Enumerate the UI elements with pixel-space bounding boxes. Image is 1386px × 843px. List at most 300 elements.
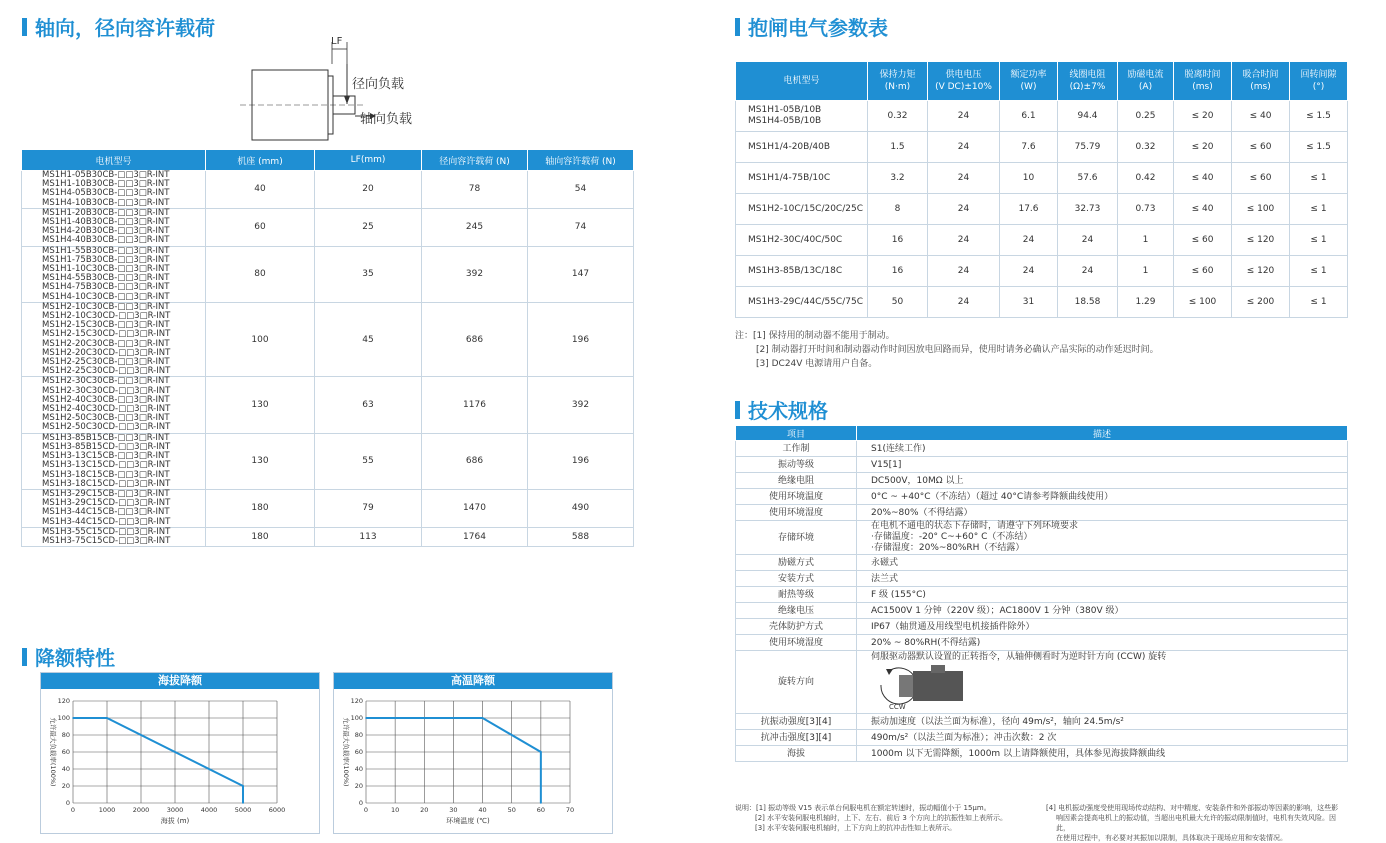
model-list [22, 208, 206, 246]
brake-value: 0.42 [1118, 163, 1174, 194]
cell-radial: 686 [422, 302, 528, 377]
table-row [736, 256, 1348, 287]
title-bar [735, 18, 740, 36]
y-tick-label: 20 [354, 782, 363, 790]
brake-value: 24 [928, 287, 1000, 318]
table-row [736, 571, 1348, 587]
brake-value: 3.2 [868, 163, 928, 194]
cell-axial: 588 [528, 527, 634, 546]
model-list [22, 489, 206, 527]
desc-line: 法兰式 [871, 573, 899, 584]
brake-title: 抱闸电气参数表 [748, 16, 888, 40]
y-tick-label: 80 [61, 731, 70, 739]
table-row [22, 302, 634, 377]
brake-header [1000, 62, 1058, 101]
brake-note: 注：[1] 保持用的制动器不能用于制动。 [735, 331, 895, 341]
header-line: 电机型号 [783, 76, 820, 86]
title-bar [735, 401, 740, 419]
model-list [22, 302, 206, 377]
spec-item: 励磁方式 [736, 555, 857, 571]
spec-desc [857, 457, 1348, 473]
table-row [736, 555, 1348, 571]
cell-axial: 74 [528, 208, 634, 246]
altitude-chart [40, 672, 320, 834]
brake-header [1058, 62, 1118, 101]
model-name: MS1H4-75B30CB-□□3□R-INT [42, 282, 170, 293]
cell-lf: 63 [315, 377, 422, 433]
y-tick-label: 100 [350, 714, 363, 722]
axial-title: 轴向，径向容许载荷 [35, 16, 215, 40]
data-point [72, 717, 74, 719]
x-tick-label: 30 [449, 806, 458, 814]
data-point [106, 717, 108, 719]
cell-lf: 25 [315, 208, 422, 246]
cell-axial: 54 [528, 171, 634, 209]
spec-desc [857, 651, 1348, 714]
brake-header [928, 62, 1000, 101]
brake-value: ≤ 120 [1232, 225, 1290, 256]
model-name: MS1H2-10C30CB-□□3□R-INT [42, 301, 170, 312]
spec-desc [857, 521, 1348, 555]
y-tick-label: 20 [61, 782, 70, 790]
section-title-derating [22, 642, 115, 671]
table-row [736, 635, 1348, 651]
motor-ccw-figure [871, 663, 1347, 711]
spec-note: [2] 水平安装伺服电机轴时，上下、左右、前后 3 个方向上的抗振性如上表所示。 [755, 814, 1008, 822]
model-name: MS1H4-05B/10B [748, 116, 822, 126]
brake-value: ≤ 40 [1232, 101, 1290, 132]
axial-header: 电机型号 [22, 150, 206, 171]
title-bar [22, 648, 27, 666]
header-line: (Ω)±7% [1069, 82, 1106, 92]
y-tick-label: 60 [354, 748, 363, 756]
header-line: 脱离时间 [1184, 70, 1221, 80]
brake-value: 24 [928, 132, 1000, 163]
table-row [22, 527, 634, 546]
spec-item: 绝缘电阻 [736, 473, 857, 489]
y-tick-label: 60 [61, 748, 70, 756]
brake-value: ≤ 1 [1290, 287, 1348, 318]
spec-desc [857, 603, 1348, 619]
desc-line: 1000m 以下无需降额，1000m 以上请降额使用，具体参见海拔降额曲线 [871, 748, 1166, 759]
model-list [22, 246, 206, 302]
y-tick-label: 40 [354, 765, 363, 773]
spec-item: 抗冲击强度[3][4] [736, 730, 857, 746]
header-line: (V DC)±10% [935, 82, 992, 92]
header-line: 线圈电阻 [1069, 70, 1106, 80]
cell-frame: 130 [206, 377, 315, 433]
y-axis-label: 允许最大负载率(100%) [342, 717, 350, 787]
spec-desc [857, 505, 1348, 521]
brake-value: ≤ 60 [1232, 163, 1290, 194]
model-name: MS1H3-29C/44C/55C/75C [748, 296, 863, 307]
model-name: MS1H2-25C30CD-□□3□R-INT [42, 366, 171, 377]
model-list [22, 433, 206, 489]
table-row [736, 505, 1348, 521]
x-tick-label: 5000 [234, 806, 252, 814]
brake-value: 1.29 [1118, 287, 1174, 318]
x-tick-label: 70 [565, 806, 575, 814]
table-row [736, 132, 1348, 163]
brake-value: ≤ 1 [1290, 256, 1348, 287]
spec-note: 说明：[1] 振动等级 V15 表示单台伺服电机在额定转速时，振动幅值小于 15μm。 [735, 804, 991, 812]
model-name: MS1H3-18C15CB-□□3□R-INT [42, 469, 170, 480]
spec-desc [857, 619, 1348, 635]
brake-model [736, 163, 868, 194]
brake-value: 24 [928, 194, 1000, 225]
spec-desc [857, 489, 1348, 505]
header-line: 供电电压 [945, 70, 982, 80]
y-tick-label: 80 [354, 731, 363, 739]
brake-value: ≤ 40 [1174, 194, 1232, 225]
spec-note: [3] 水平安装伺服电机轴时，上下方向上的抗冲击性如上表所示。 [755, 824, 957, 832]
table-row [736, 651, 1348, 714]
spec-item: 工作制 [736, 441, 857, 457]
brake-header [736, 62, 868, 101]
model-name: MS1H2-15C30CD-□□3□R-INT [42, 329, 171, 340]
brake-value: 24 [1058, 256, 1118, 287]
cell-radial: 686 [422, 433, 528, 489]
spec-notes-left [735, 803, 1035, 833]
spec-header-item: 项目 [736, 426, 857, 441]
brake-value: ≤ 20 [1174, 101, 1232, 132]
table-row [736, 730, 1348, 746]
model-name: MS1H3-85B/13C/18C [748, 265, 843, 276]
y-axis-label: 允许最大负载率(100%) [49, 717, 57, 787]
model-name: MS1H2-50C30CD-□□3□R-INT [42, 422, 171, 433]
spec-item: 绝缘电压 [736, 603, 857, 619]
y-tick-label: 0 [65, 799, 70, 807]
desc-line: V15[1] [871, 459, 902, 470]
table-row [736, 473, 1348, 489]
brake-value: 0.25 [1118, 101, 1174, 132]
model-name: MS1H3-13C15CB-□□3□R-INT [42, 451, 170, 462]
spec-item: 抗振动强度[3][4] [736, 714, 857, 730]
section-title-brake [735, 12, 888, 41]
brake-model [736, 132, 868, 163]
brake-value: 24 [928, 225, 1000, 256]
brake-value: 24 [1000, 225, 1058, 256]
model-name: MS1H3-44C15CD-□□3□R-INT [42, 516, 171, 527]
table-row [736, 714, 1348, 730]
x-tick-label: 10 [391, 806, 400, 814]
table-row [736, 287, 1348, 318]
model-name: MS1H4-55B30CB-□□3□R-INT [42, 273, 170, 284]
brake-value: 8 [868, 194, 928, 225]
header-line: 励磁电流 [1127, 70, 1164, 80]
section-title-spec [735, 395, 828, 424]
spec-title: 技术规格 [748, 399, 828, 423]
spec-item: 存储环境 [736, 521, 857, 555]
desc-line: 振动加速度（以法兰面为标准），径向 49m/s²，轴向 24.5m/s² [871, 716, 1124, 727]
table-row [736, 619, 1348, 635]
spec-item: 壳体防护方式 [736, 619, 857, 635]
brake-notes [735, 329, 1159, 371]
model-name: MS1H2-30C/40C/50C [748, 234, 843, 245]
cell-axial: 196 [528, 302, 634, 377]
brake-value: 0.73 [1118, 194, 1174, 225]
brake-header [1290, 62, 1348, 101]
brake-value: ≤ 1.5 [1290, 132, 1348, 163]
brake-value: ≤ 1 [1290, 194, 1348, 225]
brake-value: 18.58 [1058, 287, 1118, 318]
cell-frame: 130 [206, 433, 315, 489]
y-tick-label: 120 [350, 697, 363, 705]
table-row [736, 746, 1348, 762]
cell-radial: 1470 [422, 489, 528, 527]
desc-line: IP67（轴贯通及用线型电机接插件除外） [871, 621, 1035, 632]
model-name: MS1H4-10C30CB-□□3□R-INT [42, 291, 170, 302]
table-row [736, 101, 1348, 132]
cell-axial: 147 [528, 246, 634, 302]
axial-header: LF(mm) [315, 150, 422, 171]
spec-item: 使用环境湿度 [736, 635, 857, 651]
model-name: MS1H3-55C15CD-□□3□R-INT [42, 526, 171, 537]
desc-line: F 级 (155°C) [871, 589, 926, 600]
cell-axial: 196 [528, 433, 634, 489]
x-tick-label: 6000 [268, 806, 286, 814]
diagram-radial-label: 径向负载 [352, 77, 405, 92]
brake-value: 24 [928, 101, 1000, 132]
model-name: MS1H2-40C30CD-□□3□R-INT [42, 404, 171, 415]
model-name: MS1H3-29C15CB-□□3□R-INT [42, 488, 170, 499]
desc-line: 伺服驱动器默认设置的正转指令，从轴伸侧看时为逆时针方向 (CCW) 旋转 [871, 652, 1167, 662]
model-name: MS1H3-29C15CD-□□3□R-INT [42, 498, 171, 509]
cell-frame: 180 [206, 527, 315, 546]
brake-note: [2] 制动器打开时间和制动器动作时间因放电回路而异，使用时请务必确认产品实际的动作延迟时间。 [756, 345, 1159, 355]
model-name: MS1H1/4-20B/40B [748, 141, 830, 152]
spec-item: 安装方式 [736, 571, 857, 587]
model-list [22, 527, 206, 546]
brake-value: ≤ 1.5 [1290, 101, 1348, 132]
table-row [736, 489, 1348, 505]
spec-desc [857, 635, 1348, 651]
y-tick-label: 0 [358, 799, 363, 807]
temperature-chart-svg [334, 689, 612, 833]
cell-lf: 20 [315, 171, 422, 209]
brake-value: 16 [868, 256, 928, 287]
spec-note: [4] 电机振动强度受使用现场传动结构、对中精度、安装条件和外部振动等因素的影响，这些影 [1046, 804, 1339, 812]
brake-value: 94.4 [1058, 101, 1118, 132]
axial-header: 径向容许载荷 (N) [422, 150, 528, 171]
brake-header [868, 62, 928, 101]
brake-model [736, 101, 868, 132]
brake-model [736, 194, 868, 225]
header-line: (ms) [1250, 82, 1271, 92]
brake-value: 24 [928, 163, 1000, 194]
model-list [22, 171, 206, 209]
model-name: MS1H2-20C30CB-□□3□R-INT [42, 338, 170, 349]
header-line: (W) [1020, 82, 1037, 92]
spec-desc [857, 714, 1348, 730]
desc-line: S1(连续工作) [871, 443, 926, 454]
x-tick-label: 3000 [166, 806, 184, 814]
diagram-lf-label: LF [331, 36, 343, 47]
desc-line: ·存储湿度：20%~80%RH（不结露） [871, 543, 1025, 553]
x-tick-label: 4000 [200, 806, 218, 814]
table-row [736, 521, 1348, 555]
model-name: MS1H4-40B30CB-□□3□R-INT [42, 235, 170, 246]
desc-line: 在电机不通电的状态下存储时，请遵守下列环境要求 [871, 521, 1079, 531]
brake-value: 31 [1000, 287, 1058, 318]
table-row [736, 441, 1348, 457]
desc-line: ·存储温度：-20° C~+60° C（不冻结） [871, 532, 1033, 542]
spec-item: 振动等级 [736, 457, 857, 473]
model-name: MS1H1-10C30CB-□□3□R-INT [42, 264, 170, 275]
x-tick-label: 0 [70, 806, 76, 814]
model-name: MS1H2-15C30CB-□□3□R-INT [42, 320, 170, 331]
header-line: (N·m) [884, 82, 911, 92]
table-row [22, 377, 634, 433]
header-line: 保持力矩 [879, 70, 916, 80]
brake-value: 17.6 [1000, 194, 1058, 225]
cell-radial: 1176 [422, 377, 528, 433]
brake-value: ≤ 200 [1232, 287, 1290, 318]
brake-value: ≤ 1 [1290, 163, 1348, 194]
axial-header: 轴向容许载荷 (N) [528, 150, 634, 171]
axial-load-table [21, 149, 634, 547]
table-row [736, 225, 1348, 256]
brake-value: 0.32 [868, 101, 928, 132]
data-point [540, 802, 542, 804]
cell-frame: 40 [206, 171, 315, 209]
brake-value: ≤ 100 [1232, 194, 1290, 225]
brake-value: ≤ 100 [1174, 287, 1232, 318]
model-name: MS1H3-18C15CD-□□3□R-INT [42, 478, 171, 489]
brake-value: 24 [1058, 225, 1118, 256]
axial-header: 机座 (mm) [206, 150, 315, 171]
brake-value: 10 [1000, 163, 1058, 194]
cell-frame: 100 [206, 302, 315, 377]
header-line: 回转间隙 [1300, 70, 1337, 80]
brake-value: ≤ 60 [1232, 132, 1290, 163]
data-point [242, 802, 244, 804]
model-name: MS1H4-10B30CB-□□3□R-INT [42, 197, 170, 208]
desc-line: 永磁式 [871, 557, 899, 568]
desc-line: 0°C ~ +40°C（不冻结）（超过 40°C请参考降额曲线使用） [871, 491, 1114, 502]
table-row [22, 171, 634, 209]
cell-lf: 45 [315, 302, 422, 377]
x-axis-label: 环境温度 (℃) [446, 817, 490, 825]
model-name: MS1H2-20C30CD-□□3□R-INT [42, 347, 171, 358]
cell-lf: 113 [315, 527, 422, 546]
brake-note: [3] DC24V 电源请用户自备。 [756, 359, 878, 369]
diagram-axial-label: 轴向负载 [360, 112, 413, 127]
cell-radial: 1764 [422, 527, 528, 546]
header-line: (°) [1312, 82, 1325, 92]
model-name: MS1H4-20B30CB-□□3□R-INT [42, 226, 170, 237]
table-row [22, 246, 634, 302]
x-tick-label: 50 [507, 806, 516, 814]
table-row [736, 587, 1348, 603]
model-name: MS1H2-50C30CB-□□3□R-INT [42, 413, 170, 424]
model-name: MS1H1-05B/10B [748, 105, 822, 115]
spec-desc [857, 441, 1348, 457]
cell-frame: 60 [206, 208, 315, 246]
table-row [736, 163, 1348, 194]
brake-table [735, 61, 1348, 318]
brake-value: 1.5 [868, 132, 928, 163]
brake-value: ≤ 60 [1174, 225, 1232, 256]
section-title-axial [22, 12, 215, 41]
model-name: MS1H3-85B15CB-□□3□R-INT [42, 432, 170, 443]
data-point [242, 785, 244, 787]
model-name: MS1H1/4-75B/10C [748, 172, 831, 183]
spec-item: 耐热等级 [736, 587, 857, 603]
spec-item: 使用环境湿度 [736, 505, 857, 521]
brake-value: ≤ 20 [1174, 132, 1232, 163]
brake-model [736, 256, 868, 287]
cell-frame: 80 [206, 246, 315, 302]
x-tick-label: 60 [536, 806, 545, 814]
table-row [736, 457, 1348, 473]
data-point [365, 717, 367, 719]
spec-header-desc: 描述 [857, 426, 1348, 441]
ccw-label: CCW [889, 703, 906, 711]
y-tick-label: 120 [57, 697, 70, 705]
model-name: MS1H1-40B30CB-□□3□R-INT [42, 217, 170, 228]
brake-value: 6.1 [1000, 101, 1058, 132]
brake-value: ≤ 1 [1290, 225, 1348, 256]
cell-frame: 180 [206, 489, 315, 527]
brake-value: 75.79 [1058, 132, 1118, 163]
temperature-chart [333, 672, 613, 834]
model-name: MS1H1-20B30CB-□□3□R-INT [42, 207, 170, 218]
spec-desc [857, 571, 1348, 587]
model-name: MS1H2-30C30CB-□□3□R-INT [42, 376, 170, 387]
brake-value: ≤ 60 [1174, 256, 1232, 287]
model-name: MS1H3-44C15CB-□□3□R-INT [42, 507, 170, 518]
model-name: MS1H1-55B30CB-□□3□R-INT [42, 245, 170, 256]
cell-radial: 245 [422, 208, 528, 246]
x-tick-label: 20 [420, 806, 429, 814]
desc-line: DC500V，10MΩ 以上 [871, 475, 964, 486]
table-row [736, 603, 1348, 619]
spec-notes-right [1046, 803, 1346, 843]
spec-desc [857, 473, 1348, 489]
header-line: (ms) [1192, 82, 1213, 92]
brake-value: 57.6 [1058, 163, 1118, 194]
brake-value: 16 [868, 225, 928, 256]
model-name: MS1H3-85B15CD-□□3□R-INT [42, 441, 171, 452]
brake-value: 24 [1000, 256, 1058, 287]
spec-item: 使用环境温度 [736, 489, 857, 505]
x-tick-label: 0 [363, 806, 369, 814]
y-tick-label: 100 [57, 714, 70, 722]
brake-value: 50 [868, 287, 928, 318]
brake-value: 1 [1118, 256, 1174, 287]
brake-value: ≤ 120 [1232, 256, 1290, 287]
header-line: 吸合时间 [1242, 70, 1279, 80]
brake-value: ≤ 40 [1174, 163, 1232, 194]
table-row [736, 194, 1348, 225]
model-name: MS1H3-13C15CD-□□3□R-INT [42, 460, 171, 471]
model-name: MS1H2-30C30CD-□□3□R-INT [42, 385, 171, 396]
y-tick-label: 40 [61, 765, 70, 773]
cell-axial: 490 [528, 489, 634, 527]
cell-radial: 78 [422, 171, 528, 209]
header-line: (A) [1138, 82, 1153, 92]
table-row [22, 208, 634, 246]
spec-item: 海拔 [736, 746, 857, 762]
model-name: MS1H3-75C15CD-□□3□R-INT [42, 535, 171, 546]
x-tick-label: 40 [478, 806, 487, 814]
spec-desc [857, 587, 1348, 603]
cell-axial: 392 [528, 377, 634, 433]
brake-header [1174, 62, 1232, 101]
derating-series-line [73, 718, 243, 803]
model-name: MS1H1-10B30CB-□□3□R-INT [42, 179, 170, 190]
